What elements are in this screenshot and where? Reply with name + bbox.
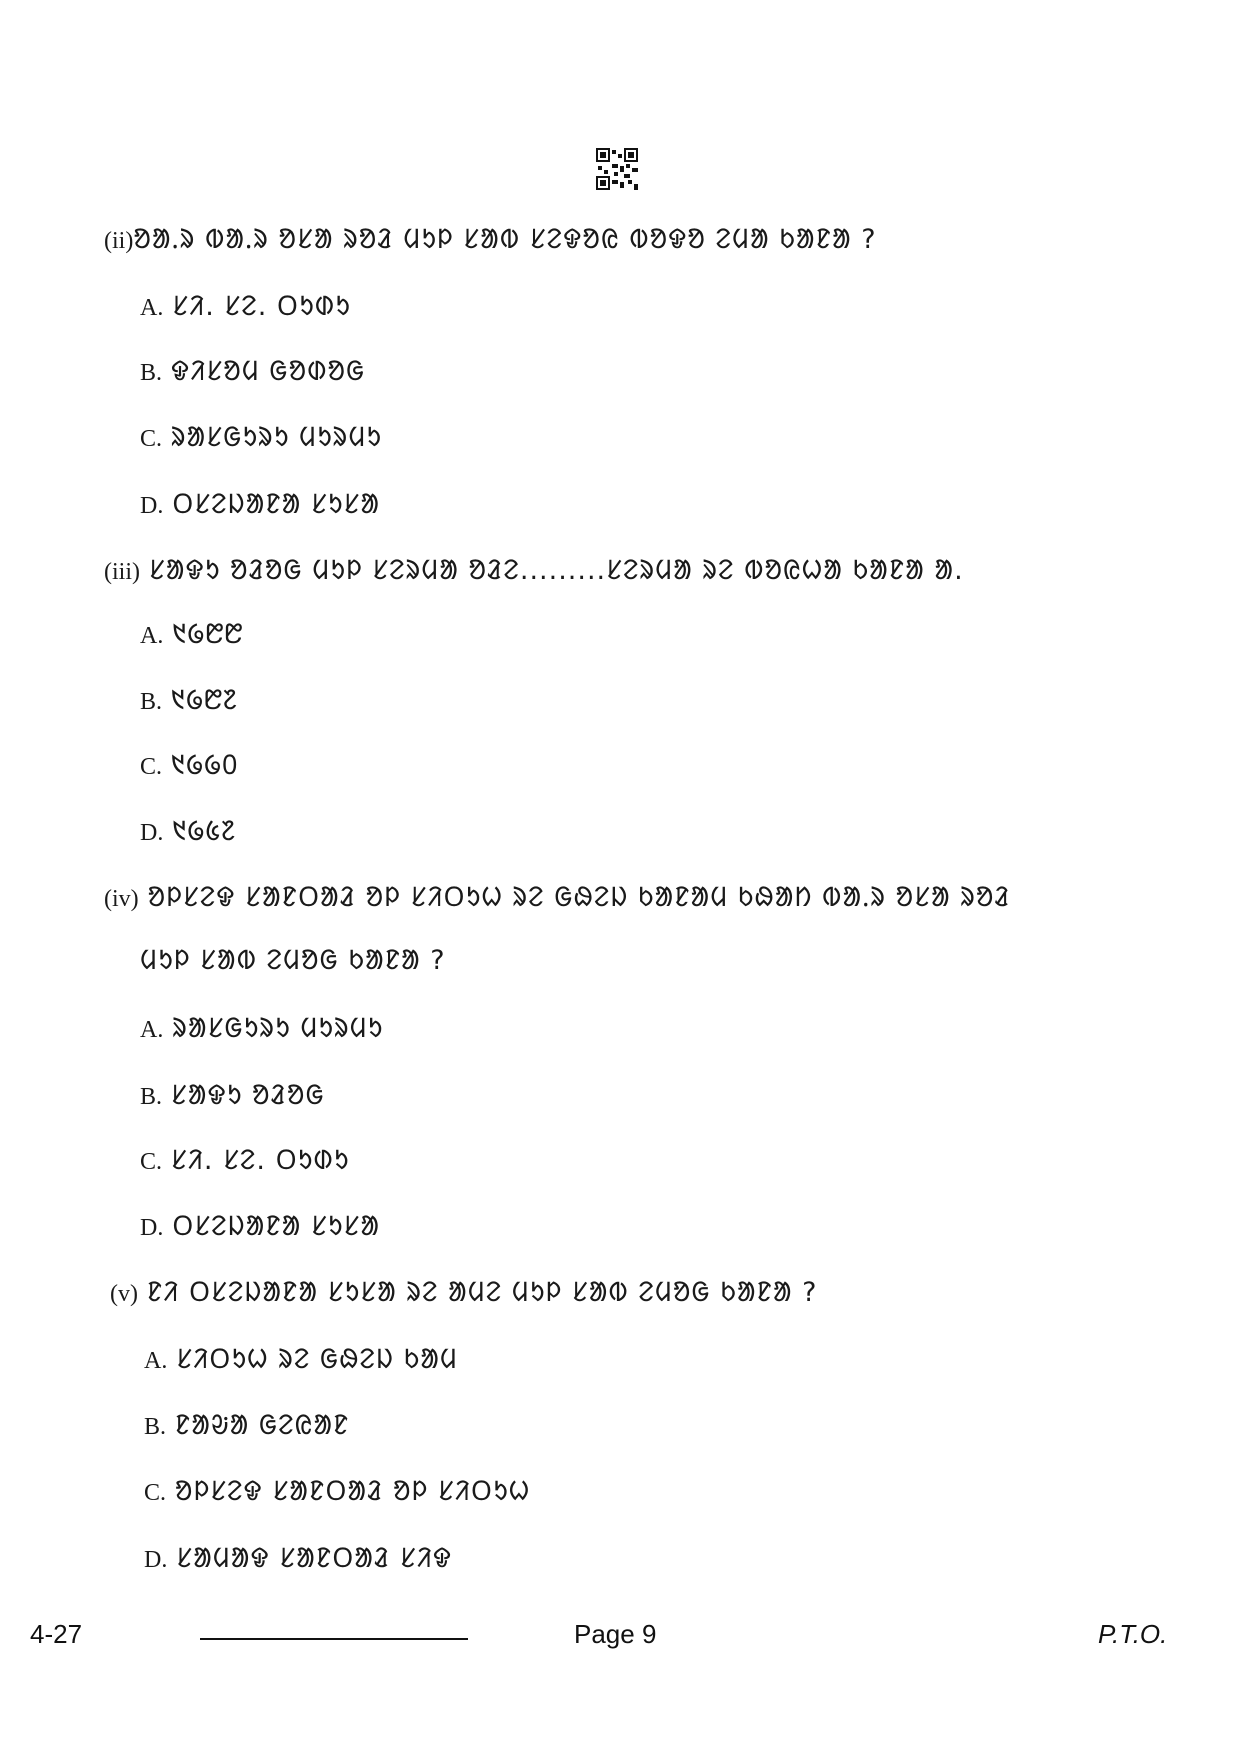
option-text: ᱱᱟᱶᱟ ᱜᱮᱭᱟᱱ	[174, 1410, 350, 1441]
option-text: ᱥᱤᱛᱩᱦ ᱨᱮ ᱜᱷᱮᱡ ᱠᱟᱢ	[176, 1344, 458, 1375]
option-text: ᱑᱙᱘᱘	[172, 619, 244, 650]
option-letter: B.	[140, 360, 163, 386]
option-text: ᱨᱟᱥᱜᱩᱨᱩ ᱢᱩᱨᱢᱩ	[172, 1013, 384, 1044]
option-a	[144, 1339, 458, 1379]
option-letter: C.	[140, 1149, 163, 1175]
option-letter: C.	[140, 426, 163, 452]
option-letter: D.	[144, 1547, 168, 1573]
option-letter: A.	[140, 1017, 164, 1043]
question-text: ᱚᱟᱹᱨ ᱵᱟᱹᱨ ᱚᱥᱟ ᱨᱚᱲ ᱢᱩᱞ ᱥᱟᱵ ᱥᱮᱫᱚᱭ ᱵᱚᱫᱚ ᱮᱢᱟ ᱠᱟᱱᱟ ?	[133, 224, 877, 255]
option-text: ᱑᱙᱙᱐	[170, 750, 239, 781]
option-d	[140, 811, 236, 851]
question-ii	[104, 219, 877, 259]
question-number: (ii)	[104, 228, 134, 254]
option-text: ᱨᱟᱥᱜᱩᱨᱩ ᱢᱩᱨᱢᱩ	[170, 422, 383, 453]
question-text: ᱱᱤ ᱛᱥᱮᱡᱟᱱᱟ ᱥᱩᱥᱟ ᱨᱮ ᱟᱢᱮ ᱢᱩᱞ ᱥᱟᱵ ᱮᱢᱚᱜ ᱠᱟᱱᱟ ?	[146, 1277, 818, 1308]
question-text: ᱥᱟᱫᱩ ᱚᱲᱚᱜ ᱢᱩᱞ ᱥᱮᱨᱢᱟ ᱚᱲᱮ.........ᱥᱮᱨᱢᱟ ᱨᱮ ᱵᱚᱭᱦᱟ ᱠᱟᱱᱟ ᱟ.	[148, 555, 964, 586]
option-letter: B.	[140, 689, 163, 715]
option-text: ᱫᱤᱥᱚᱢ ᱜᱚᱰᱚᱜ	[170, 356, 366, 387]
option-letter: D.	[140, 493, 164, 519]
option-b	[140, 1075, 325, 1115]
option-letter: A.	[144, 1348, 168, 1374]
question-v	[110, 1272, 817, 1312]
footer-code: 4-27	[30, 1619, 83, 1649]
option-c	[140, 745, 238, 785]
option-a	[140, 614, 243, 654]
option-letter: A.	[140, 295, 164, 321]
question-text: ᱚᱞᱥᱮᱫ ᱥᱟᱱᱛᱟᱲ ᱚᱞ ᱥᱤᱛᱩᱦ ᱨᱮ ᱜᱷᱮᱡ ᱠᱟᱱᱟᱢ ᱠᱷᱟᱴ ᱵᱟᱹᱨ ᱚᱥᱟ ᱨᱚᱲ	[147, 882, 1011, 913]
option-text: ᱥᱤ. ᱥᱮ. ᱛᱩᱰᱩ	[170, 1145, 350, 1176]
question-iv-continued	[140, 940, 446, 980]
option-letter: A.	[140, 623, 164, 649]
option-text: ᱚᱞᱥᱮᱫ ᱥᱟᱱᱛᱟᱲ ᱚᱞ ᱥᱤᱛᱩᱦ	[174, 1476, 531, 1507]
option-c	[144, 1471, 530, 1511]
option-text: ᱛᱥᱮᱡᱟᱱᱟ ᱥᱩᱥᱟ	[172, 489, 381, 520]
option-letter: B.	[140, 1084, 163, 1110]
footer-divider	[200, 1638, 468, 1640]
option-c	[140, 1140, 350, 1180]
option-a	[140, 1008, 383, 1048]
question-number: (v)	[110, 1281, 138, 1307]
option-b	[144, 1405, 349, 1445]
option-c	[140, 417, 382, 457]
question-iii	[104, 550, 964, 590]
option-d	[140, 1206, 380, 1246]
option-text: ᱛᱥᱮᱡᱟᱱᱟ ᱥᱩᱥᱟ	[172, 1211, 381, 1242]
option-text: ᱥᱟᱫᱩ ᱚᱲᱚᱜ	[170, 1080, 325, 1111]
question-iv	[104, 877, 1011, 917]
option-letter: B.	[144, 1414, 167, 1440]
option-letter: C.	[144, 1480, 167, 1506]
option-letter: D.	[140, 1215, 164, 1241]
footer-pto: P.T.O.	[1098, 1619, 1168, 1649]
option-text: ᱥᱟᱢᱟᱫ ᱥᱟᱱᱛᱟᱲ ᱥᱤᱫ	[176, 1543, 453, 1574]
option-text: ᱥᱤ. ᱥᱮ. ᱛᱩᱰᱩ	[172, 291, 351, 322]
qr-code-icon	[596, 148, 638, 190]
option-b	[140, 680, 238, 720]
question-number: (iii)	[104, 559, 140, 585]
option-letter: D.	[140, 820, 164, 846]
option-d	[144, 1538, 452, 1578]
option-letter: C.	[140, 754, 163, 780]
option-b	[140, 351, 365, 391]
question-text: ᱢᱩᱞ ᱥᱟᱵ ᱮᱢᱚᱜ ᱠᱟᱱᱟ ?	[140, 945, 446, 976]
option-text: ᱑᱙᱘᱗	[170, 685, 238, 716]
option-a	[140, 286, 351, 326]
question-number: (iv)	[104, 886, 139, 912]
footer-page-number: Page 9	[574, 1619, 657, 1649]
option-text: ᱑᱙᱕᱗	[172, 816, 236, 847]
option-d	[140, 484, 380, 524]
